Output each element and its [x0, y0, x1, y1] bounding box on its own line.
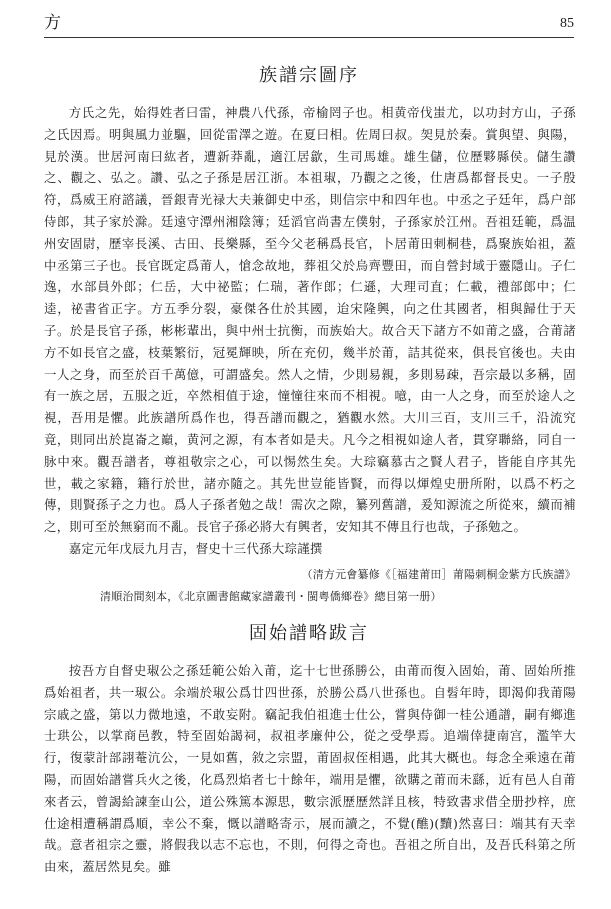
preface-paragraph: 方氏之先，始得姓者曰雷，神農八代孫，帝榆罔子也。相黄帝伐蚩尤，以功封方山，子孫之氏因焉。明與風力並驅，回從雷澤之遊。在夏曰相。佐周曰叔。㚙見於秦。賞與望、與陽，見於漢。世居河南曰紘者，遭新莽亂，適江居歙，生司馬雄。雄生儲，位歷夥縣侯。儲生讚之、觀之、弘之。讚、弘之子孫是居江浙。本祖琡，乃觀之之後，仕唐爲都督長史。一子殷符，爲威王府諮議，晉銀青光禄大夫兼御史中丞，則信宗中和四年也。中丞之子廷年，爲户部侍郎，其子家於滁。廷遠守潭州湘陰簿；廷滔官尚書左僕射，子孫家於江州。吾祖廷範，爲温州安固尉，歷宰長溪、古田、長樂縣，至今父老稱爲長官，卜居莆田刺桐巷，爲聚族始祖，蓋中丞第三子也。長官既定爲莆人，愴念故地，葬祖父於烏齊豐田，而自營封域于靈隱山。子仁逸，水部員外郎；仁岳，大中祕監；仁瑞，著作郎；仁遜，大理司直；仁載，禮部郎中；仁逵，祕書省正字。方五季分裂，豪傑各仕於其國，迨宋隆興，向之仕其國者，相與歸仕于天子。於是長官子孫，彬彬輩出，與中州士抗衡，而族始大。故合天下諸方不如莆之盛，合莆諸方不如長官之盛，枝葉繁衍，冠冕輝映，所在充仞，幾半於莆，詰其從來，俱長官後也。夫由一人之身，而至於百千萬億，可謂盛矣。然人之情，少則易親，多則易疎，吾宗最以多稱，固有一族之居，五服之近，卒然相值于途，憧憧往來而不相視。噫，由一人之身，而至於途人之視，吾用是懼。此族譜所爲作也，得吾譜而觀之，猶觀水然。大川三百，支川三千，沿流究竟，則同出於崑崙之巔，黄河之源，有本者如是夫。凡今之相視如途人者，貫穿聯絡，同自一脉中來。觀吾譜者，尊祖敬宗之心，可以惕然生矣。大琮竊慕古之賢人君子，皆能自序其先世，載之家籍，籍行於世，諸亦隨之。其先世豈能皆賢，而得以煇煌史册所附，以爲不朽之傳，則賢孫子之力也。爲人子孫者勉之哉！需次之隙，纂列舊譜，爰知源流之所從來，續而補之，則可至於無窮而不亂。長官子孫必將大有興者，安知其不傳且行也哉，子孫勉之。 — [44, 105, 576, 535]
preface-signature: 嘉定元年戊辰九月吉，督史十三代孫大琮謹撰 — [68, 540, 323, 556]
running-head-section-char: 方 — [44, 13, 61, 33]
postscript-paragraph: 按吾方自督史琡公之孫廷範公始入莆，迄十七世孫勝公，由莆而復入固始，莆、固始所推爲始祖者，共一琡公。余端於琡公爲廿四世孫，於勝公爲八世孫也。自髫年時，即渴仰我莆陽宗戚之盛，第以力微地遠，不敢妄附。竊記我伯祖進士仕公，嘗與侍御一桂公通譜，嗣有鄉進士珙公，以掌商邑教，特至固始謁祠，叔祖孝廉仲公，從之受學焉。追端倖捷南宫，濫竿大行，復蒙計部詡菴沆公，一見如舊，敘之宗盟，莆固叔侄相遇，此其大概也。每念全乘遠在莆陽，而固始譜嘗兵火之後，化爲烈焰者七十餘年，端用是懼，欲購之莆而未繇，近有邑人自莆來者云，曾謁給諫奎山公，道公殊篤本源思，數宗派歷歷然詳且核，特致書求借全册抄梓，庶仕途相遭稱謂爲順，幸公不棄，慨以譜略寄示，展而讀之，不覺(醮)(黷)然喜曰：端其有天幸哉。意者祖宗之靈，將假我以志不忘也，不則，何得之奇也。吾祖之所自出，及吾氏科第之所由來，蓋居然見矣。雖 — [44, 663, 576, 875]
article-body-preface — [44, 102, 576, 560]
article-body-postscript — [44, 660, 576, 878]
running-head — [44, 12, 574, 34]
page-number: 85 — [560, 16, 574, 31]
article-title-preface: 族譜宗圖序 — [259, 65, 359, 86]
source-note-line-2: 清順治間刻本，《北京圖書館藏家譜叢刊・閩粤僑鄉卷》總目第一册） — [100, 590, 442, 603]
source-note-line-1: （清方元會纂修《［福建莆田］莆陽刺桐金紫方氏族譜》 — [301, 568, 576, 581]
article-title-postscript: 固始譜略跋言 — [249, 623, 369, 644]
header-rule — [44, 37, 574, 38]
